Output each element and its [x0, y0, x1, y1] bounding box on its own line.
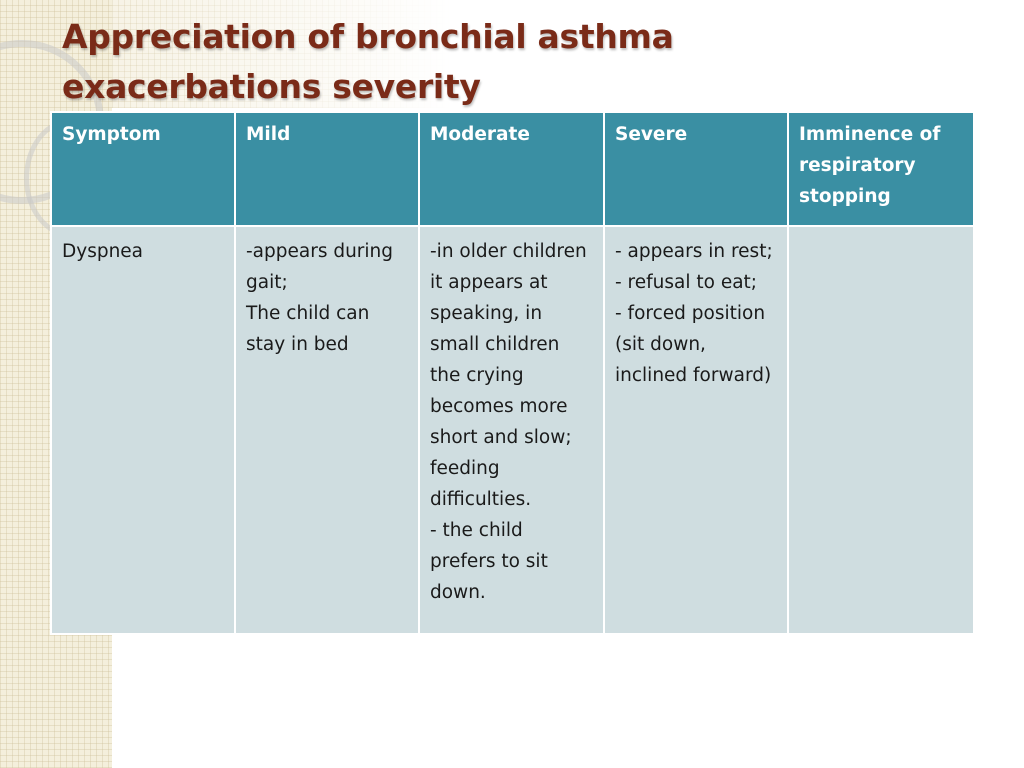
header-severe: Severe [604, 112, 788, 226]
table-row [51, 226, 974, 634]
title-line-1: Appreciation of bronchial asthma [62, 17, 674, 56]
slide-title [62, 12, 822, 112]
title-line-2: exacerbations severity [62, 67, 481, 106]
cell-severe [604, 226, 788, 634]
cell-moderate-line: - the child prefers to sit down. [430, 520, 548, 603]
severity-table [50, 111, 975, 635]
cell-moderate-line: -in older children it appears at speaking, in small children the crying becomes more short and slow; feeding difficulties. [430, 241, 587, 510]
cell-severe-line: - forced position (sit down, inclined forward) [615, 303, 772, 386]
cell-moderate [419, 226, 604, 634]
cell-severe-line: - appears in rest; [615, 241, 773, 262]
header-imminence: Imminence of respiratory stopping [788, 112, 974, 226]
cell-mild [235, 226, 419, 634]
cell-severe-line: - refusal to eat; [615, 272, 758, 293]
cell-mild-line: The child can stay in bed [246, 303, 370, 355]
header-mild: Mild [235, 112, 419, 226]
cell-imminence [788, 226, 974, 634]
cell-symptom: Dyspnea [51, 226, 235, 634]
header-symptom: Symptom [51, 112, 235, 226]
cell-mild-line: -appears during gait; [246, 241, 394, 293]
table-header-row [51, 112, 974, 226]
header-moderate: Moderate [419, 112, 604, 226]
